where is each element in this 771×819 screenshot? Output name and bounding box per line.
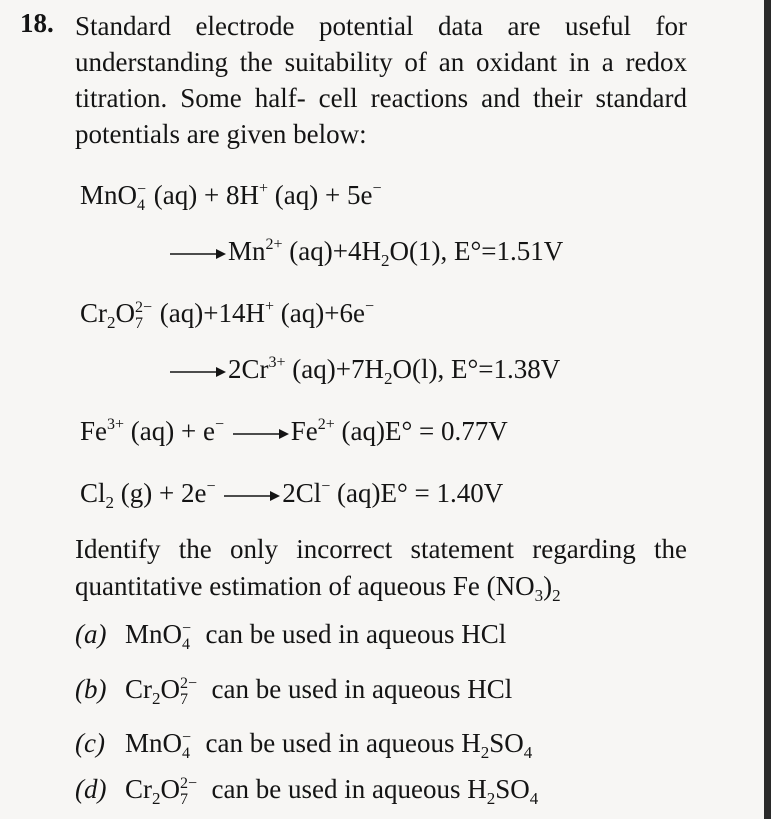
option-a[interactable]: (a) MnO − 4 can be used in aqueous HCl (75, 619, 507, 653)
reaction-1-rhs: $Mn^{2+}$ $(aq)+4H_2O(1)$, E°=1.51V (168, 228, 563, 278)
reaction-2-lhs: $Cr_2O$ 2− 7 (aq)+14H+ (aq)+6e− (80, 298, 374, 332)
question-stem: Standard electrode potential data are useful for understanding the suitability of an oxidant in a redox titration. Some half- cell reactions and their standard potentials are given below: (75, 11, 687, 149)
reaction-3: $Fe^{3+}$ (aq) + e− $Fe^{2+}$ (aq)E° = 0.77V (80, 416, 508, 446)
arrow-icon (224, 489, 280, 503)
page-edge (764, 0, 771, 819)
question-statement: Identify the only incorrect statement regarding the quantitative estimation of aqueous Fe $(NO_3)_2$ (75, 534, 687, 605)
option-b[interactable]: (b) $Cr_2O$ 2− 7 can be used in aqueous HCl (75, 674, 513, 708)
question-number: 18. (20, 8, 54, 38)
option-c[interactable]: (c) MnO − 4 can be used in aqueous $H_2SO_4$ (75, 728, 533, 762)
option-d[interactable]: (d) $Cr_2O$ 2− 7 can be used in aqueous $H_2SO_4$ (75, 774, 539, 808)
reaction-4: $Cl_2$ (g) + 2e− 2Cl− (aq)E° = 1.40V (80, 478, 504, 512)
reaction-1-lhs: MnO − 4 (aq) + 8H+ (aq) + 5e− (80, 180, 382, 214)
arrow-icon (170, 247, 226, 261)
arrow-icon (233, 427, 289, 441)
reaction-2-rhs: $2Cr^{3+}$ $(aq)+7H_2O(l)$, E°=1.38V (168, 346, 560, 396)
arrow-icon (170, 365, 226, 379)
